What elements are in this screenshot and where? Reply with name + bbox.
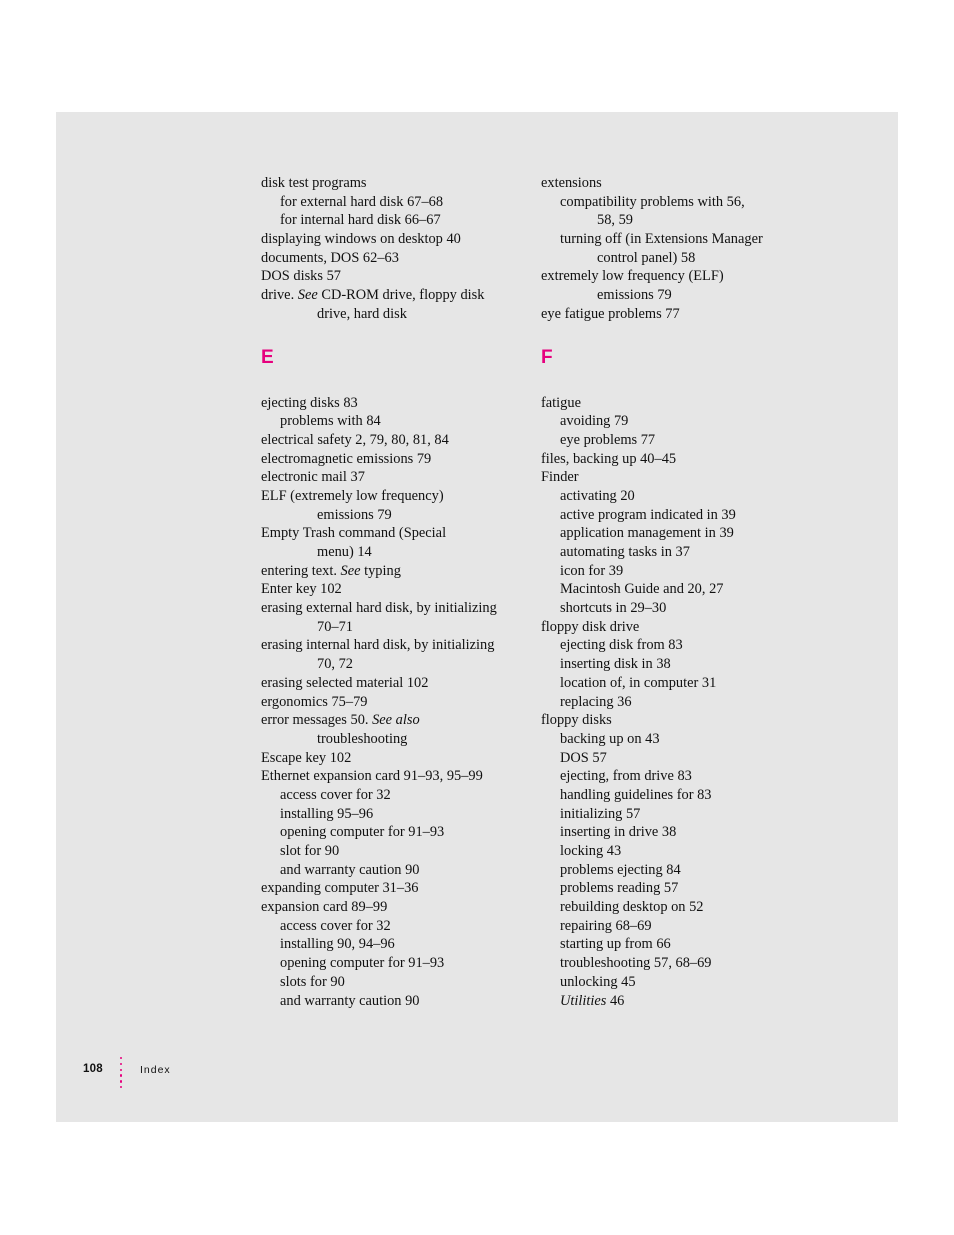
index-subentry: compatibility problems with 56, — [560, 193, 745, 210]
index-entry: Ethernet expansion card 91–93, 95–99 — [261, 768, 483, 785]
index-entry: fatigue — [541, 394, 581, 411]
index-subentry: application management in 39 — [560, 525, 734, 542]
index-subentry: locking 43 — [560, 843, 622, 859]
index-subentry: icon for 39 — [560, 562, 624, 579]
index-subentry: inserting disk in 38 — [560, 656, 671, 673]
index-entry-continuation: drive, hard disk — [317, 305, 407, 322]
index-subentry: and warranty caution 90 — [280, 861, 420, 878]
entries-f — [541, 394, 806, 1011]
index-entry: expansion card 89–99 — [261, 899, 388, 916]
index-subentry: automating tasks in 37 — [560, 544, 690, 560]
index-subentry: DOS 57 — [560, 749, 607, 766]
index-entry: extremely low frequency (ELF) — [541, 268, 724, 285]
index-subentry: opening computer for 91–93 — [280, 824, 445, 841]
index-subentry: access cover for 32 — [280, 786, 391, 803]
index-subentry: ejecting, from drive 83 — [560, 768, 692, 785]
index-column-left — [261, 174, 526, 1010]
index-entry: disk test programs — [261, 175, 367, 191]
index-subentry: activating 20 — [560, 487, 635, 504]
index-entry-continuation: 70–71 — [317, 618, 353, 635]
index-subentry: for internal hard disk 66–67 — [280, 212, 441, 229]
index-entry: files, backing up 40–45 — [541, 450, 677, 467]
section-letter-e: E — [261, 346, 274, 368]
index-subentry: problems ejecting 84 — [560, 861, 681, 878]
index-subentry: Utilities 46 — [560, 992, 625, 1009]
entries-e-continued — [541, 174, 806, 324]
index-entry-continuation: 70, 72 — [317, 656, 353, 673]
index-entry: Escape key 102 — [261, 749, 352, 766]
page-number: 108 — [83, 1063, 103, 1075]
index-entry: erasing internal hard disk, by initializing — [261, 637, 495, 654]
index-entry: Finder — [541, 469, 579, 486]
index-subentry: location of, in computer 31 — [560, 674, 717, 691]
section-title: Index — [140, 1064, 171, 1076]
index-subentry: ejecting disk from 83 — [560, 637, 683, 654]
index-entry-continuation: emissions 79 — [317, 506, 392, 523]
index-subentry: opening computer for 91–93 — [280, 955, 445, 972]
index-entry: electrical safety 2, 79, 80, 81, 84 — [261, 431, 449, 448]
index-entry: ELF (extremely low frequency) — [261, 487, 444, 504]
index-subentry: access cover for 32 — [280, 917, 391, 934]
index-subentry: inserting in drive 38 — [560, 824, 677, 841]
index-subentry: handling guidelines for 83 — [560, 786, 712, 803]
section-letter-f: F — [541, 346, 553, 368]
index-entry: Empty Trash command (Special — [261, 525, 447, 542]
index-entry: erasing selected material 102 — [261, 674, 429, 691]
entries-e — [261, 394, 526, 1011]
index-entry-continuation: control panel) 58 — [597, 249, 696, 266]
index-subentry: repairing 68–69 — [560, 917, 652, 934]
index-entry: Enter key 102 — [261, 581, 342, 598]
index-subentry: installing 90, 94–96 — [280, 936, 395, 953]
index-entry: expanding computer 31–36 — [261, 880, 419, 897]
index-entry: electromagnetic emissions 79 — [261, 450, 432, 467]
index-entry: entering text. See typing — [261, 562, 401, 579]
index-entry: drive. See CD-ROM drive, floppy disk — [261, 287, 485, 304]
index-subentry: replacing 36 — [560, 693, 632, 710]
index-subentry: slot for 90 — [280, 843, 340, 859]
index-entry: electronic mail 37 — [261, 469, 365, 486]
index-subentry: rebuilding desktop on 52 — [560, 899, 704, 916]
index-subentry: backing up on 43 — [560, 730, 660, 747]
entries-d-continued — [261, 174, 526, 324]
index-entry: ejecting disks 83 — [261, 394, 358, 411]
index-entry: DOS disks 57 — [261, 268, 341, 285]
index-entry-continuation: 58, 59 — [597, 212, 633, 229]
index-subentry: Macintosh Guide and 20, 27 — [560, 581, 724, 598]
index-subentry: initializing 57 — [560, 805, 641, 822]
index-subentry: and warranty caution 90 — [280, 992, 420, 1009]
index-subentry: for external hard disk 67–68 — [280, 193, 444, 210]
index-entry: extensions — [541, 175, 602, 191]
index-subentry: slots for 90 — [280, 973, 345, 990]
index-subentry: shortcuts in 29–30 — [560, 600, 667, 617]
index-subentry: installing 95–96 — [280, 805, 374, 822]
index-subentry: problems with 84 — [280, 413, 381, 430]
index-entry: error messages 50. See also — [261, 712, 420, 729]
index-page — [56, 112, 898, 1122]
index-entry-continuation: menu) 14 — [317, 544, 372, 560]
index-subentry: turning off (in Extensions Manager — [560, 231, 763, 248]
index-entry: documents, DOS 62–63 — [261, 249, 399, 266]
index-subentry: troubleshooting 57, 68–69 — [560, 955, 712, 972]
dotted-divider — [120, 1057, 124, 1097]
index-entry: ergonomics 75–79 — [261, 693, 368, 710]
index-entry: eye fatigue problems 77 — [541, 305, 680, 322]
index-entry-continuation: emissions 79 — [597, 287, 672, 304]
index-column-right — [541, 174, 806, 1010]
index-subentry: starting up from 66 — [560, 936, 671, 953]
index-entry-continuation: troubleshooting — [317, 730, 408, 747]
index-subentry: avoiding 79 — [560, 413, 629, 430]
index-entry: floppy disk drive — [541, 618, 640, 635]
index-subentry: unlocking 45 — [560, 973, 636, 990]
index-subentry: eye problems 77 — [560, 431, 656, 448]
index-entry: floppy disks — [541, 712, 612, 729]
index-subentry: active program indicated in 39 — [560, 506, 736, 523]
index-entry: erasing external hard disk, by initializing — [261, 600, 497, 617]
index-entry: displaying windows on desktop 40 — [261, 231, 461, 248]
index-subentry: problems reading 57 — [560, 880, 679, 897]
